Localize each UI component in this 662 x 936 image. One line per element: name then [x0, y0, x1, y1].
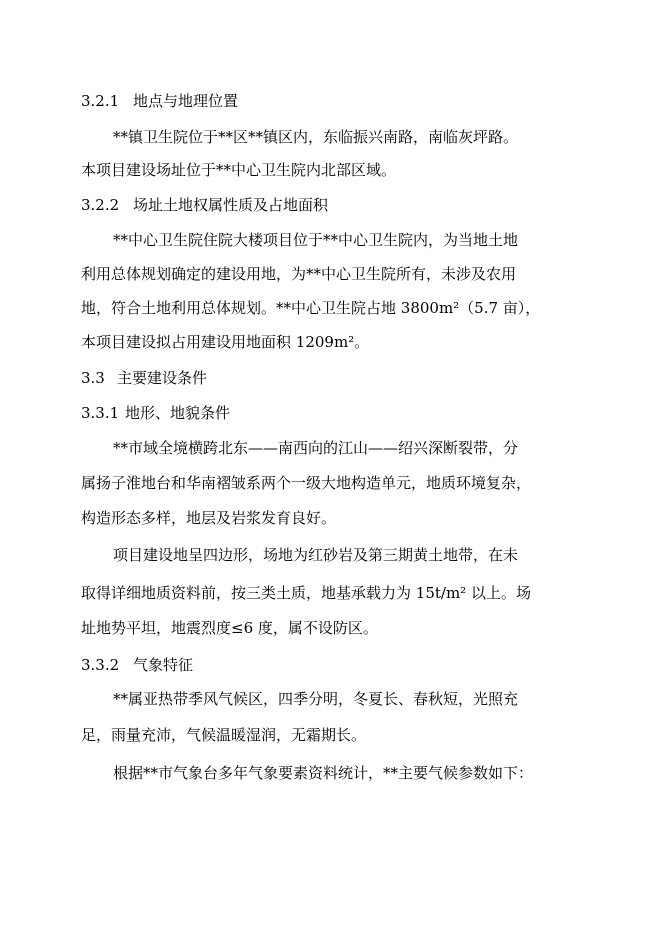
section-title: 地点与地理位置: [133, 92, 239, 110]
section-number: 3.3.2: [81, 656, 120, 674]
section-title: 主要建设条件: [117, 369, 208, 387]
paragraph-line: 地，符合土地利用总体规划。**中心卫生院占地 3800m²（5.7 亩），: [81, 299, 541, 317]
paragraph-line: 本项目建设场址位于**中心卫生院内北部区域。: [81, 161, 397, 179]
paragraph-line: **镇卫生院位于**区**镇区内，东临振兴南路，南临灰坪路。: [113, 128, 519, 146]
section-heading-3-3-2: [81, 655, 193, 675]
paragraph-line: 址地势平坦，地震烈度≤6 度，属不设防区。: [81, 619, 378, 637]
section-heading-3-3: [81, 368, 207, 388]
paragraph-line: 属扬子淮地台和华南褶皱系两个一级大地构造单元，地质环境复杂，: [81, 474, 532, 492]
section-heading-3-3-1: [81, 403, 230, 423]
paragraph-line: 根据**市气象台多年气象要素资料统计，**主要气候参数如下：: [113, 764, 534, 782]
section-number: 3.2.2: [81, 196, 120, 214]
paragraph-line: 足，雨量充沛，气候温暖湿润，无霜期长。: [81, 726, 367, 744]
section-number: 3.3.1: [81, 404, 120, 422]
paragraph-line: 本项目建设拟占用建设用地面积 1209m²。: [81, 333, 370, 351]
paragraph-line: 项目建设地呈四边形，场地为红砂岩及第三期黄土地带，在未: [113, 546, 519, 564]
paragraph-line: 取得详细地质资料前，按三类土质，地基承载力为 15t/m² 以上。场: [81, 584, 531, 602]
section-heading-3-2-1: [81, 91, 238, 111]
section-number: 3.3: [81, 369, 105, 387]
section-title: 地形、地貌条件: [125, 404, 231, 422]
paragraph-line: 构造形态多样，地层及岩浆发育良好。: [81, 509, 337, 527]
paragraph-line: 利用总体规划确定的建设用地，为**中心卫生院所有，未涉及农用: [81, 265, 517, 283]
paragraph-line: **中心卫生院住院大楼项目位于**中心卫生院内，为当地土地: [113, 231, 519, 249]
paragraph-line: **市域全境横跨北东——南西向的江山——绍兴深断裂带，分: [113, 439, 519, 457]
section-title: 场址土地权属性质及占地面积: [133, 196, 329, 214]
paragraph-line: **属亚热带季风气候区，四季分明，冬夏长、春秋短，光照充: [113, 690, 519, 708]
section-heading-3-2-2: [81, 195, 328, 215]
section-title: 气象特征: [133, 656, 194, 674]
section-number: 3.2.1: [81, 92, 120, 110]
